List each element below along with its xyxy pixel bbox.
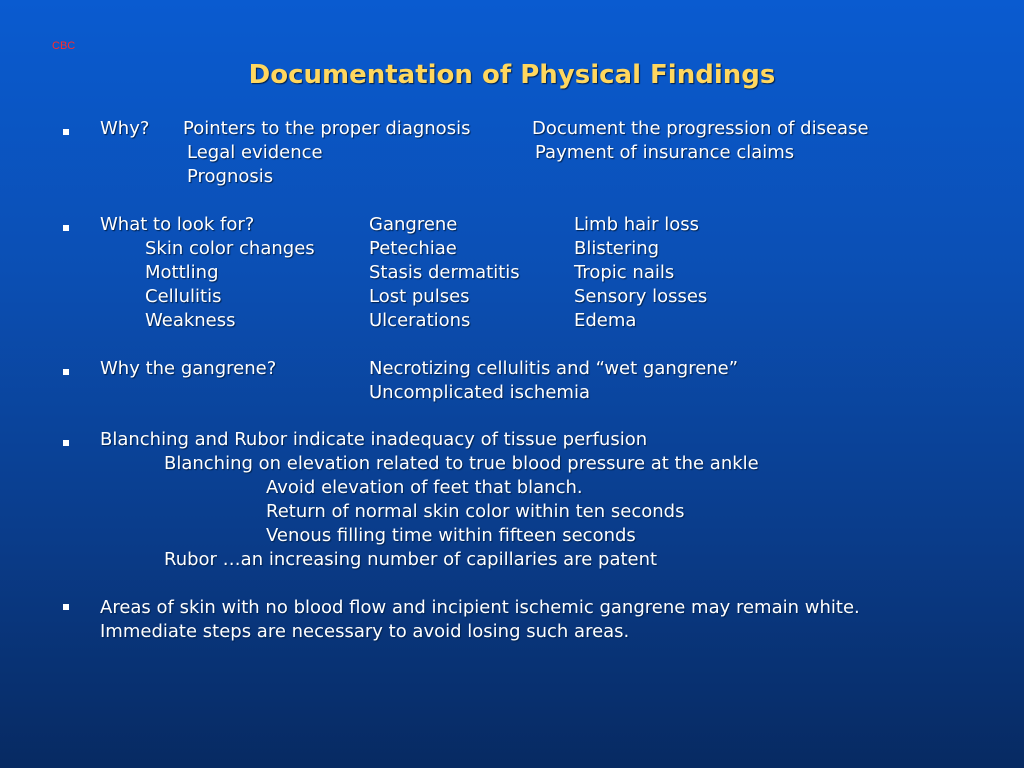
bullet-areas <box>63 604 69 610</box>
why-item-insurance: Payment of insurance claims <box>535 142 795 163</box>
look-col3-item: Tropic nails <box>574 262 675 283</box>
look-col3-item: Limb hair loss <box>574 214 700 235</box>
gangrene-label: Why the gangrene? <box>100 358 277 379</box>
gangrene-line-ischemia: Uncomplicated ischemia <box>369 382 590 403</box>
look-col2-item: Petechiae <box>369 238 457 259</box>
slide-tag: CBC <box>52 40 76 52</box>
bullet-gangrene <box>63 369 69 375</box>
why-item-legal: Legal evidence <box>187 142 323 163</box>
bullet-look <box>63 225 69 231</box>
blanching-sub-item: Return of normal skin color within ten seconds <box>266 501 685 522</box>
blanching-sub-item: Avoid elevation of feet that blanch. <box>266 477 583 498</box>
look-col2-item: Gangrene <box>369 214 458 235</box>
blanching-sub-elevation: Blanching on elevation related to true blood pressure at the ankle <box>164 453 759 474</box>
blanching-heading: Blanching and Rubor indicate inadequacy of tissue perfusion <box>100 429 648 450</box>
look-col2-item: Lost pulses <box>369 286 470 307</box>
blanching-sub-item: Venous filling time within fifteen seconds <box>266 525 636 546</box>
bullet-blanching <box>63 440 69 446</box>
why-item-prognosis: Prognosis <box>187 166 274 187</box>
look-col3-item: Edema <box>574 310 637 331</box>
why-label: Why? <box>100 118 150 139</box>
blanching-sub-rubor: Rubor …an increasing number of capillaries are patent <box>164 549 658 570</box>
why-item-diagnosis: Pointers to the proper diagnosis <box>183 118 471 139</box>
areas-line-2: Immediate steps are necessary to avoid losing such areas. <box>100 621 630 642</box>
why-item-progression: Document the progression of disease <box>532 118 869 139</box>
look-col3-item: Sensory losses <box>574 286 708 307</box>
slide-title: Documentation of Physical Findings <box>248 60 776 90</box>
look-label: What to look for? <box>100 214 255 235</box>
look-col3-item: Blistering <box>574 238 660 259</box>
look-col2-item: Ulcerations <box>369 310 471 331</box>
bullet-why <box>63 129 69 135</box>
gangrene-line-wet: Necrotizing cellulitis and “wet gangrene” <box>369 358 739 379</box>
look-col1-item: Mottling <box>145 262 219 283</box>
look-col1-item: Skin color changes <box>145 238 315 259</box>
look-col1-item: Weakness <box>145 310 236 331</box>
areas-line-1: Areas of skin with no blood flow and incipient ischemic gangrene may remain white. <box>100 597 860 618</box>
look-col1-item: Cellulitis <box>145 286 222 307</box>
look-col2-item: Stasis dermatitis <box>369 262 520 283</box>
